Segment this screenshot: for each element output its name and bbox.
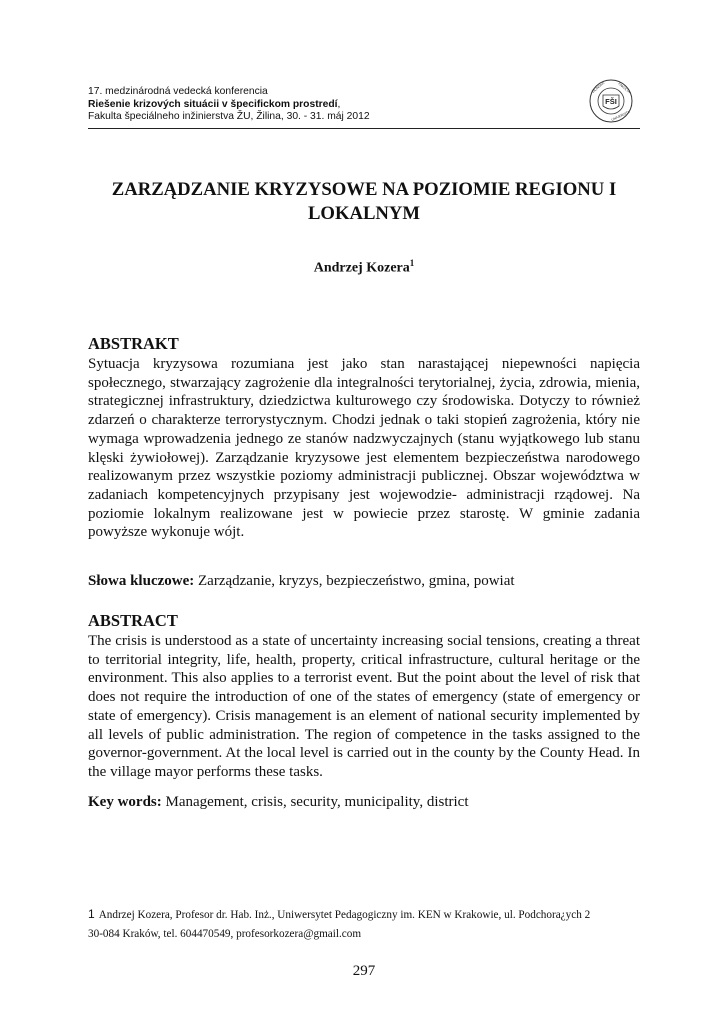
conference-topic-suffix: , <box>337 98 341 110</box>
abstract-keywords-list: Management, crisis, security, municipality, district <box>161 794 469 810</box>
paper-title-line-2: LOKALNYM <box>307 203 421 224</box>
abstract-heading: ABSTRACT <box>88 611 178 630</box>
conference-name: 17. medzinárodná vedecká konferencia <box>88 86 268 97</box>
author-line <box>88 258 640 277</box>
abstract-keywords <box>88 794 640 811</box>
abstrakt-keywords-label: Słowa kluczowe: <box>88 573 195 589</box>
abstrakt-heading: ABSTRAKT <box>88 334 179 353</box>
university-seal-logo <box>588 78 634 124</box>
seal-center-text: FŠI <box>605 97 617 106</box>
page-number: 297 <box>352 963 376 979</box>
paper-title <box>88 178 640 226</box>
footnote-line-2: 30-084 Kraków, tel. 604470549, profesorkozera@gmail.com <box>88 928 362 940</box>
conference-info <box>88 86 640 124</box>
paper-title-line-1: ZARZĄDZANIE KRYZYSOWE NA POZIOMIE REGIONU I <box>111 179 617 200</box>
abstrakt-keywords <box>88 573 640 590</box>
author-footnote-mark: 1 <box>409 258 415 268</box>
abstrakt-text: Sytuacja kryzysowa rozumiana jest jako stan narastającej niepewności napięcia społecznego, stwarzający zagrożenie dla integralności terytorialnej, życia, zdrowia, mienia, strategicznej infrastruktury, dziedzictwa kulturowego czy środowiska. Dotyczy to również zdarzeń o charakterze terrorystycznym. Chodzi jednak o taki stopień zagrożenia, który nie wymaga wprowadzenia jednego ze stanów nadzwyczajnych (stanu wyjątkowego lub stanu klęski żywiołowej). Zarządzanie kryzysowe jest elementem bezpieczeństwa narodowego realizowanym przez wszystkie poziomy administracji publicznej. Obszar województwa w zadaniach kompetencyjnych przypisany jest wojewodzie- administracji rządowej. Na poziomie lokalnym realizowane jest w powiecie przez starostę. W gminie zadania powyższe wykonuje wójt. <box>88 356 640 541</box>
footnote-line-1 <box>88 905 648 925</box>
seal-ring-right-text: UNIVERZITA <box>610 109 631 122</box>
seal-ring-top-text: FAKULTA <box>617 81 632 95</box>
conference-venue: Fakulta špeciálneho inžinierstva ŽU, Žilina, 30. - 31. máj 2012 <box>88 111 370 122</box>
seal-ring-left-text: ŽILINSKÁ <box>591 81 606 94</box>
conference-topic-title: Riešenie krizových situácii v špecifickom prostredí <box>88 98 338 110</box>
conference-header <box>88 81 640 129</box>
conference-topic <box>88 99 640 112</box>
footnote-mark: 1 <box>88 907 95 921</box>
author-name: Andrzej Kozera <box>313 260 410 276</box>
abstract-text: The crisis is understood as a state of uncertainty increasing social tensions, creating a threat to territorial integrity, life, health, property, critical infrastructure, cultural heritage or the environment. This also applies to a terrorist event. But the point about the level of risk that does not require the introduction of one of the states of emergency (state of emergency or state of emergency). Crisis management is an element of national security implemented by all levels of public administration. The region of competence in the tasks assigned to the governor-government. At the local level is carried out in the county by the County Head. In the village mayor performs these tasks. <box>88 633 640 780</box>
footnote-text-1: Andrzej Kozera, Profesor dr. Hab. Inż., Uniwersytet Pedagogiczny im. KEN w Krakowie, ul. Podchora¿ych 2 <box>98 909 591 921</box>
abstrakt-keywords-list: Zarządzanie, kryzys, bezpieczeństwo, gmina, powiat <box>194 573 515 589</box>
author-footnote <box>88 905 648 944</box>
abstract-keywords-label: Key words: <box>88 794 162 810</box>
